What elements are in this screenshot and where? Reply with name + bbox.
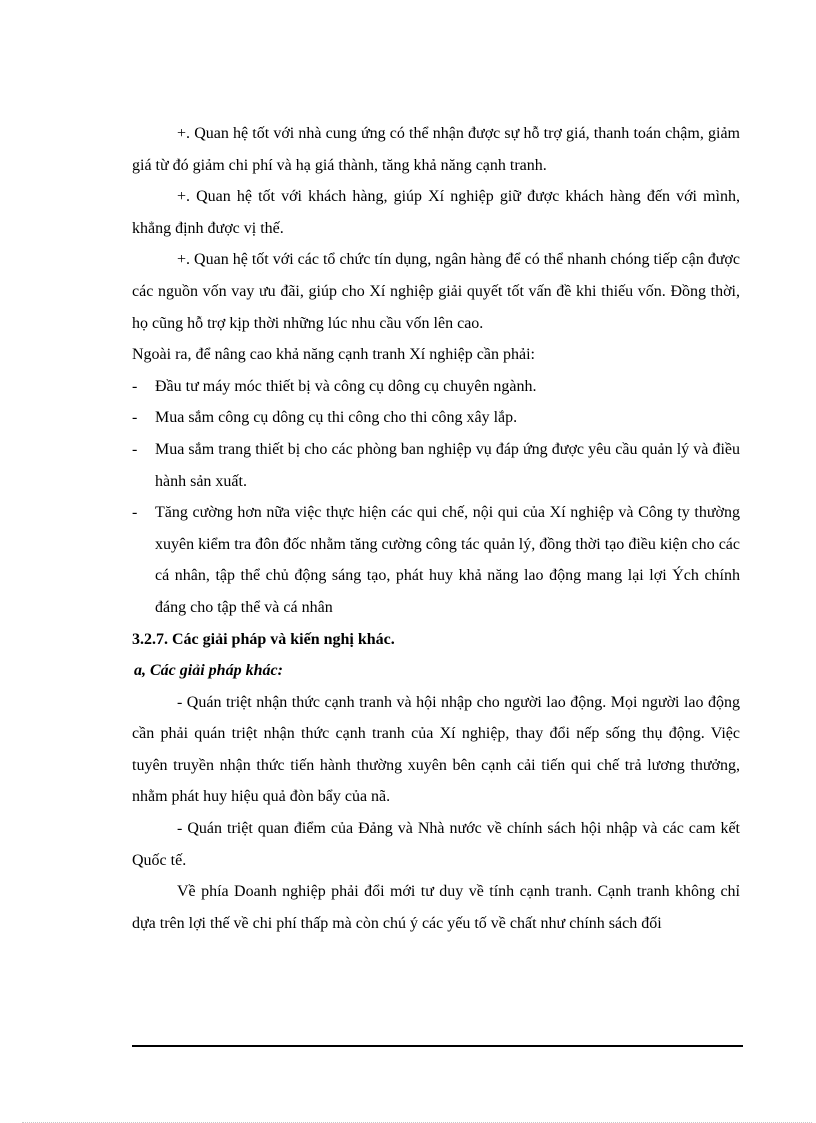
paragraph-intro-requirements: Ngoài ra, để nâng cao khả năng cạnh tranh Xí nghiệp cần phải: [132,346,535,364]
bullet-text: Tăng cường hơn nữa việc thực hiện các qui chế, nội qui của Xí nghiệp và Công ty thường xuyên kiểm tra đôn đốc nhằm tăng cường công tác quản lý, đồng thời tạo điều kiện cho các cá nhân, tập thể chủ động sáng tạo, phát huy khả năng lao động mang lại lợi Ých chính đáng cho tập thể và cá nhân [155,504,740,616]
bullet-text: Đầu tư máy móc thiết bị và công cụ dông cụ chuyên ngành. [155,377,537,395]
footer-rule [132,1045,743,1047]
bullet-marker: - [132,377,138,395]
bullet-item [132,497,740,623]
bullet-text: Mua sắm trang thiết bị cho các phòng ban nghiệp vụ đáp ứng được yêu cầu quản lý và điều hành sản xuất. [155,440,740,490]
paragraph-customer-relations: +. Quan hệ tốt với khách hàng, giúp Xí nghiệp giữ được khách hàng đến với mình, khẳng định được vị thế. [132,188,740,237]
bullet-marker: - [132,504,138,522]
bullet-item [132,434,740,497]
paragraph-awareness: - Quán triệt nhận thức cạnh tranh và hội nhập cho người lao động. Mọi người lao động cần phải quán triệt nhận thức cạnh tranh của Xí nghiệp, thay đổi nếp sống thụ động. Việc tuyên truyền nhận thức tiến hành thường xuyên bên cạnh cải tiến qui chế trả lương thưởng, nhằm phát huy hiệu quả đòn bẩy của nã. [132,693,740,806]
paragraph-enterprise: Về phía Doanh nghiệp phải đổi mới tư duy về tính cạnh tranh. Cạnh tranh không chỉ dựa trên lợi thế về chi phí thấp mà còn chú ý các yếu tố về chất như chính sách đối [132,883,740,932]
bullet-marker: - [132,440,138,458]
bullet-text: Mua sắm công cụ dông cụ thi công cho thi công xây lắp. [155,409,518,427]
paragraph-credit-relations: +. Quan hệ tốt với các tổ chức tín dụng, ngân hàng để có thể nhanh chóng tiếp cận được các nguồn vốn vay ưu đãi, giúp cho Xí nghiệp giải quyết tốt vấn đề khi thiếu vốn. Đồng thời, họ cũng hỗ trợ kịp thời những lúc nhu cầu vốn lên cao. [132,251,740,332]
bullet-item [132,402,740,434]
paragraph-supplier-relations: +. Quan hệ tốt với nhà cung ứng có thể nhận được sự hỗ trợ giá, thanh toán chậm, giảm giá từ đó giảm chi phí và hạ giá thành, tăng khả năng cạnh tranh. [132,125,740,174]
paragraph-policy: - Quán triệt quan điểm của Đảng và Nhà nước về chính sách hội nhập và các cam kết Quốc tế. [132,820,740,869]
section-subheading: a, Các giải pháp khác: [134,662,283,680]
body-text [132,118,740,939]
section-heading: 3.2.7. Các giải pháp và kiến nghị khác. [132,630,395,648]
bullet-marker: - [132,409,138,427]
bullet-item [132,371,740,403]
